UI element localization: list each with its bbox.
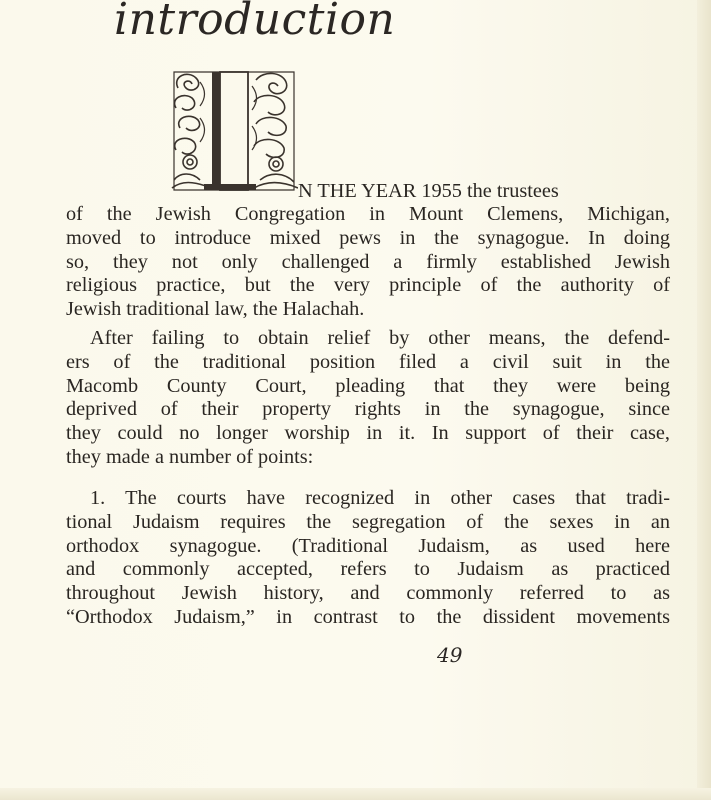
text-line: religious practice, but the very principle of the authority of: [66, 274, 670, 297]
ornamental-initial-icon: [170, 68, 298, 194]
text-line: and commonly accepted, refers to Judaism as practiced: [66, 558, 670, 581]
text-line: “Orthodox Judaism,” in contrast to the dissident movements: [66, 605, 670, 628]
chapter-heading: introduction: [114, 0, 396, 45]
opening-line: N THE YEAR 1955 the trustees: [298, 180, 559, 202]
text-line: After failing to obtain relief by other means, the defend-: [90, 327, 670, 349]
text-line: throughout Jewish history, and commonly referred to as: [66, 582, 670, 605]
text-line: deprived of their property rights in the synagogue, since: [66, 398, 670, 421]
text-line: of the Jewish Congregation in Mount Clemens, Michigan,: [66, 203, 670, 225]
text-line: they could no longer worship in it. In support of their case,: [66, 422, 670, 445]
text-line: so, they not only challenged a firmly established Jewish: [66, 250, 670, 273]
text-line: tional Judaism requires the segregation of the sexes in an: [66, 510, 670, 533]
page-edge-shadow: [697, 0, 711, 800]
ornamental-initial-graphic: [170, 68, 298, 194]
paragraph-1: [66, 203, 670, 322]
text-line: Jewish traditional law, the Halachah.: [66, 298, 365, 321]
text-line: orthodox synagogue. (Traditional Judaism, as used here: [66, 534, 670, 557]
text-line: ers of the traditional position filed a civil suit in the: [66, 350, 670, 373]
text-line: Macomb County Court, pleading that they were being: [66, 374, 670, 397]
page-number: 49: [437, 643, 463, 667]
paragraph-2: [66, 327, 670, 470]
text-line: moved to introduce mixed pews in the synagogue. In doing: [66, 226, 670, 249]
paragraph-3: [66, 487, 670, 630]
page-bottom-shadow: [0, 788, 711, 800]
text-line: 1. The courts have recognized in other cases that tradi-: [90, 487, 670, 509]
text-line: they made a number of points:: [66, 445, 314, 468]
